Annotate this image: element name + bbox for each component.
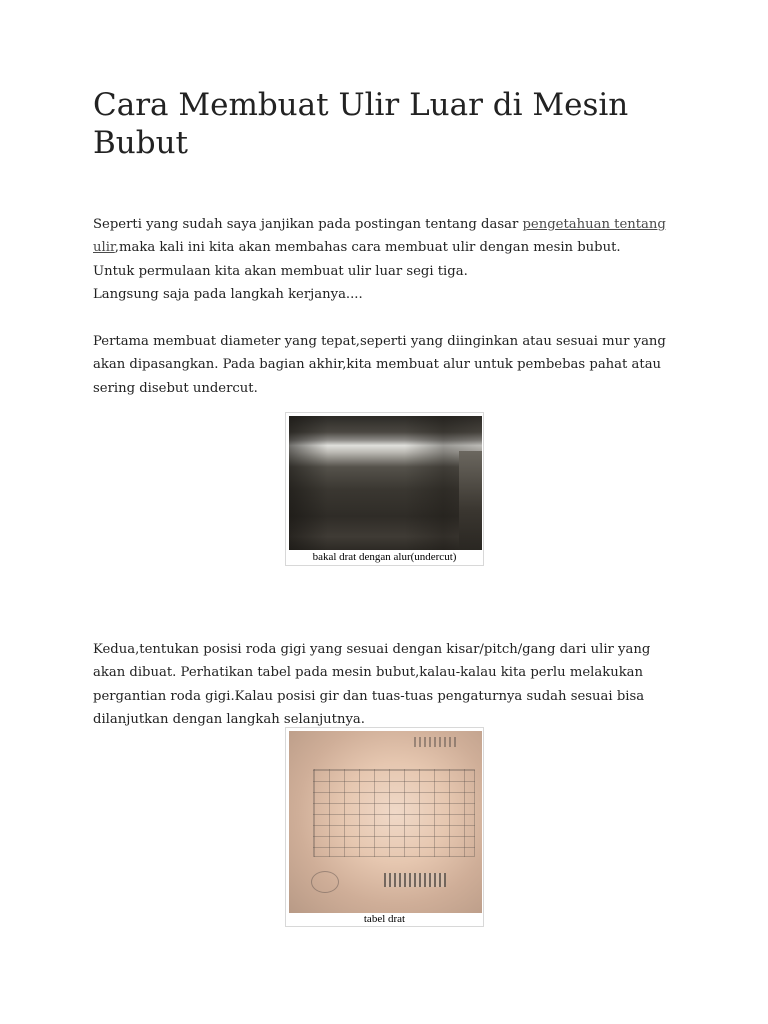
step1-line-3: sering disebut undercut. xyxy=(93,380,258,396)
intro-line-4: Langsung saja pada langkah kerjanya.... xyxy=(93,287,363,303)
step1-paragraph xyxy=(93,330,683,400)
undercut-figure xyxy=(285,412,484,566)
intro-text-after-link: ,maka kali ini kita akan membahas cara membuat ulir dengan mesin bubut. xyxy=(114,240,621,256)
intro-text-before-link: Seperti yang sudah saya janjikan pada postingan tentang dasar xyxy=(93,217,523,232)
intro-line-1 xyxy=(93,213,683,236)
intro-line-2 xyxy=(93,236,683,259)
thread-table-caption: tabel drat xyxy=(363,913,406,925)
undercut-photo xyxy=(289,416,482,550)
page-title xyxy=(93,86,693,162)
knowledge-link-part1[interactable]: pengetahuan tentang xyxy=(522,217,666,232)
title-line-2: Bubut xyxy=(93,125,189,161)
title-line-1: Cara Membuat Ulir Luar di Mesin xyxy=(93,87,629,123)
intro-line-3: Untuk permulaan kita akan membuat ulir luar segi tiga. xyxy=(93,263,468,279)
step2-line-4: dilanjutkan dengan langkah selanjutnya. xyxy=(93,712,365,728)
undercut-figure-caption: bakal drat dengan alur(undercut) xyxy=(312,551,457,563)
thread-table-photo xyxy=(289,731,482,913)
step2-line-1: Kedua,tentukan posisi roda gigi yang sesuai dengan kisar/pitch/gang dari ulir yang xyxy=(93,642,651,657)
knowledge-link-part2[interactable]: ulir xyxy=(93,240,115,256)
step1-line-2: akan dipasangkan. Pada bagian akhir,kita membuat alur untuk pembebas pahat atau xyxy=(93,357,662,373)
intro-paragraph xyxy=(93,213,683,307)
step2-line-3: pergantian roda gigi.Kalau posisi gir dan tuas-tuas pengaturnya sudah sesuai bisa xyxy=(93,688,645,704)
step2-line-2: akan dibuat. Perhatikan tabel pada mesin bubut,kalau-kalau kita perlu melakukan xyxy=(93,665,644,681)
thread-table-figure xyxy=(285,727,484,927)
step1-line-1: Pertama membuat diameter yang tepat,seperti yang diinginkan atau sesuai mur yang xyxy=(93,334,666,349)
step2-paragraph xyxy=(93,638,683,732)
